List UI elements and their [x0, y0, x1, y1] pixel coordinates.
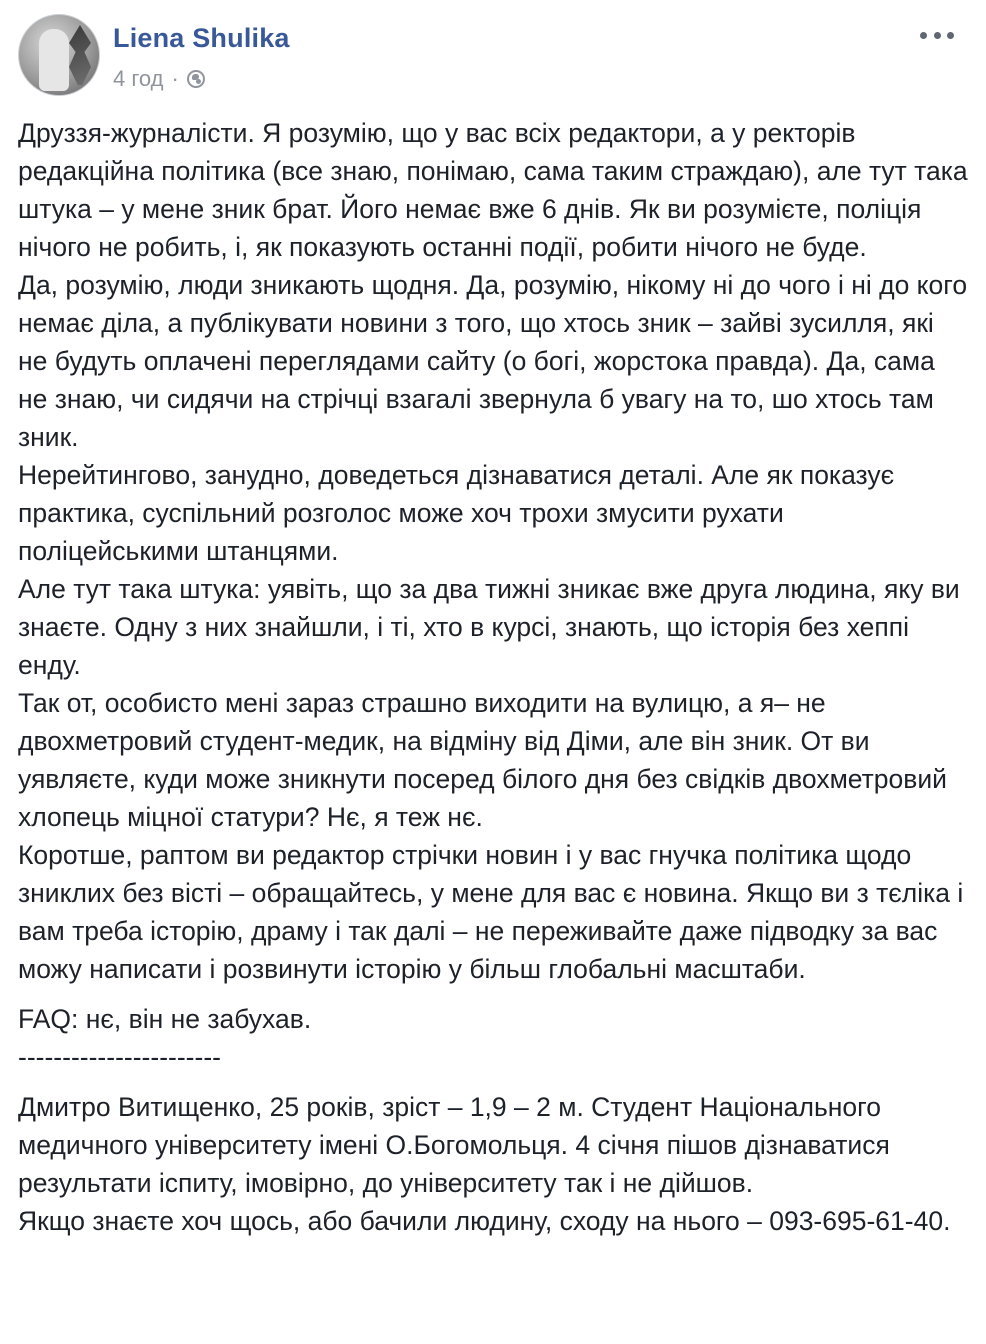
ellipsis-dot: [934, 32, 941, 39]
post-paragraph: Але тут така штука: уявіть, що за два тижні зникає вже друга людина, яку ви знаєте. Одну з них знайшли, і ті, хто в курсі, знають, що історія без хеппі енду.: [18, 574, 968, 680]
post-paragraph: Так от, особисто мені зараз страшно виходити на вулицю, а я– не двохметровий студент-медик, на відміну від Діми, але він зник. От ви уявляєте, куди може зникнути посеред білого дня без свідків двохметровий хлопець міцної статури? Нє, я теж нє.: [18, 688, 955, 832]
globe-icon[interactable]: [187, 70, 205, 88]
post-divider: -----------------------: [18, 1042, 221, 1072]
avatar-person-shape: [39, 29, 69, 91]
post-paragraph: Нерейтингово, занудно, доведеться дізнаватися деталі. Але як показує практика, суспільний розголос може хоч трохи змусити рухати поліцейськими штанцями.: [18, 460, 902, 566]
post-faq: FAQ: нє, він не забухав.: [18, 1004, 312, 1034]
avatar-plant-shape: [69, 25, 91, 85]
ellipsis-dot: [920, 32, 927, 39]
post-details-paragraph: Дмитро Витищенко, 25 років, зріст – 1,9 – 2 м. Студент Національного медичного університету імені О.Богомольця. 4 січня пішов дізнаватися результати іспиту, імовірно, до університету так і не дійшов.: [18, 1092, 898, 1198]
ellipsis-icon[interactable]: [920, 28, 954, 42]
post-paragraph: Коротше, раптом ви редактор стрічки новин і у вас гнучка політика щодо зниклих без вісті – обращайтесь, у мене для вас є новина. Якщо ви з тєліка і вам треба історію, драму і так далі – не переживайте даже підводку за вас можу написати і розвинути історію у більш глобальні масштаби.: [18, 840, 971, 984]
ellipsis-dot: [947, 32, 954, 39]
post-contact-paragraph: Якщо знаєте хоч щось, або бачили людину, сходу на нього – 093-695-61-40.: [18, 1206, 951, 1236]
meta-separator: ·: [171, 66, 179, 91]
author-name-link[interactable]: Liena Shulika: [113, 23, 290, 53]
post-body: [18, 114, 976, 1240]
post-header: [18, 14, 968, 100]
author-avatar[interactable]: [18, 14, 100, 96]
post-meta: [113, 66, 205, 92]
post-paragraph: Друззя-журналісти. Я розумію, що у вас всіх редактори, а у ректорів редакційна політика (все знаю, понімаю, сама таким страждаю), але тут така штука – у мене зник брат. Його немає вже 6 днів. Як ви розумієте, поліція нічого не робить, і, як показують останні події, робити нічого не буде.: [18, 118, 976, 262]
post-paragraph: Да, розумію, люди зникають щодня. Да, розумію, нікому ні до чого і ні до кого немає діла, а публікувати новини з того, що хтось зник – зайві зусилля, які не будуть оплачені переглядами сайту (о богі, жорстока правда). Да, сама не знаю, чи сидячи на стрічці взагалі звернула б увагу на то, шо хтось там зник.: [18, 270, 975, 452]
post-timestamp[interactable]: 4 год: [113, 66, 164, 91]
